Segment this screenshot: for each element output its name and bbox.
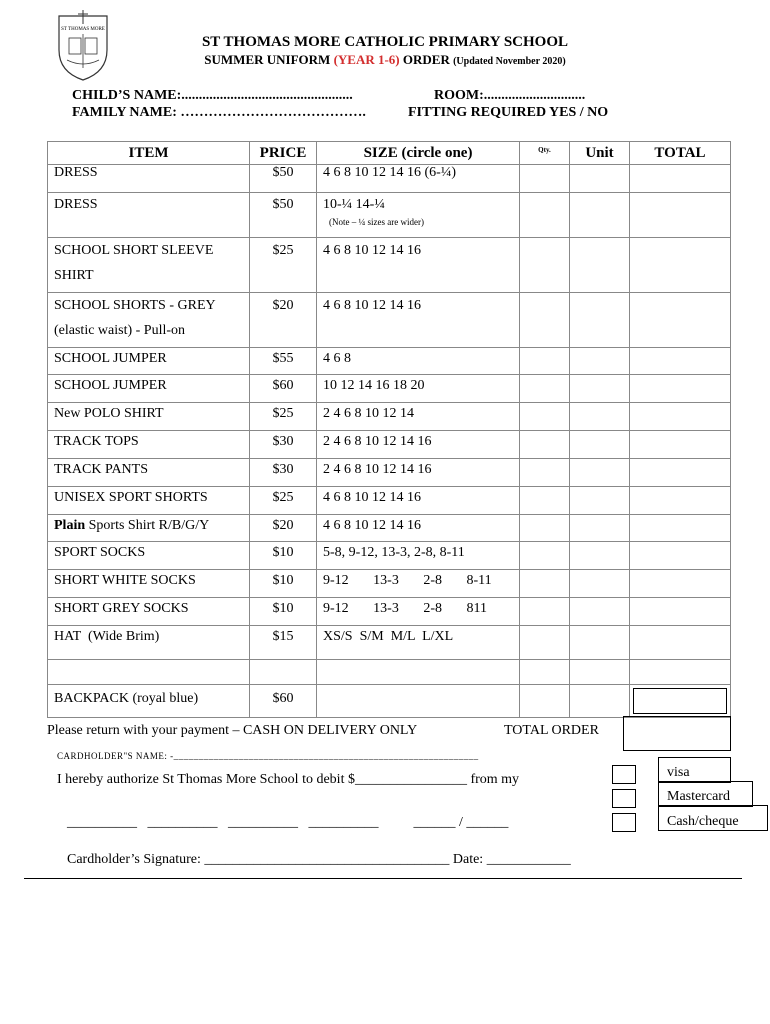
item-cell: UNISEX SPORT SHORTS (48, 487, 250, 515)
table-row (48, 431, 731, 459)
signature-date-field[interactable]: Cardholder’s Signature: ___________________________________ Date: ____________ (67, 852, 571, 867)
payment-option-cash-cheque: Cash/cheque (658, 805, 768, 831)
item-header: ITEM (48, 142, 250, 165)
table-row (48, 459, 731, 487)
qty-cell[interactable] (520, 193, 570, 238)
price-cell: $10 (250, 570, 317, 598)
size-cell[interactable]: 4 6 8 10 12 14 16 (317, 238, 520, 293)
price-cell: $20 (250, 515, 317, 542)
qty-header: Qty. (520, 142, 570, 165)
child-name-field[interactable]: CHILD’S NAME:................................................. (72, 88, 353, 103)
item-cell: New POLO SHIRT (48, 403, 250, 431)
unit-cell[interactable] (570, 375, 630, 403)
price-cell: $60 (250, 685, 317, 718)
order-year: (YEAR 1-6) (333, 52, 400, 67)
qty-cell[interactable] (520, 515, 570, 542)
size-header: SIZE (circle one) (317, 142, 520, 165)
price-cell: $60 (250, 375, 317, 403)
size-cell[interactable]: 4 6 8 (317, 348, 520, 375)
item-cell: Plain Sports Shirt R/B/G/Y (48, 515, 250, 542)
qty-cell[interactable] (520, 598, 570, 626)
logo-text: ST THOMAS MORE (61, 27, 105, 32)
size-cell[interactable]: 10-¼ 14-¼ (Note – ¼ sizes are wider) (317, 193, 520, 238)
item-cell: BACKPACK (royal blue) (48, 685, 250, 718)
unit-cell[interactable] (570, 660, 630, 685)
item-cell: SPORT SOCKS (48, 542, 250, 570)
room-field[interactable]: ROOM:............................. (434, 88, 586, 103)
size-cell[interactable]: 10 12 14 16 18 20 (317, 375, 520, 403)
qty-cell[interactable] (520, 238, 570, 293)
size-cell[interactable]: 9-12 13-3 2-8 8-11 (317, 570, 520, 598)
price-cell: $30 (250, 431, 317, 459)
total-cell[interactable] (630, 660, 731, 685)
total-cell[interactable] (630, 542, 731, 570)
total-cell[interactable] (630, 459, 731, 487)
qty-cell[interactable] (520, 685, 570, 718)
total-cell[interactable] (630, 570, 731, 598)
table-row (48, 375, 731, 403)
item-cell[interactable] (48, 660, 250, 685)
size-cell[interactable]: XS/S S/M M/L L/XL (317, 626, 520, 660)
qty-cell[interactable] (520, 542, 570, 570)
price-header: PRICE (250, 142, 317, 165)
size-cell[interactable]: 4 6 8 10 12 14 16 (317, 293, 520, 348)
price-cell[interactable] (250, 660, 317, 685)
item-cell: TRACK TOPS (48, 431, 250, 459)
table-header-row (48, 142, 731, 165)
total-cell[interactable] (630, 403, 731, 431)
total-cell[interactable] (630, 685, 731, 718)
price-cell: $25 (250, 403, 317, 431)
total-cell[interactable] (630, 487, 731, 515)
table-row (48, 598, 731, 626)
card-number-field[interactable]: __________ __________ __________ __________ ______ / ______ (67, 815, 509, 830)
qty-cell[interactable] (520, 626, 570, 660)
unit-cell[interactable] (570, 431, 630, 459)
item-cell: DRESS (48, 165, 250, 193)
visa-checkbox[interactable] (612, 765, 636, 784)
updated-date: (Updated November 2020) (453, 56, 566, 67)
unit-cell[interactable] (570, 238, 630, 293)
mastercard-checkbox[interactable] (612, 789, 636, 808)
family-name-field[interactable]: FAMILY NAME: …………………………………. (72, 105, 366, 120)
order-title: SUMMER UNIFORM (YEAR 1-6) ORDER (Updated November 2020) (204, 52, 566, 67)
item-cell: SCHOOL SHORTS - GREY (elastic waist) - Pull-on (48, 293, 250, 348)
item-cell: HAT (Wide Brim) (48, 626, 250, 660)
backpack-total-box (633, 688, 727, 714)
unit-cell[interactable] (570, 570, 630, 598)
item-cell: SHORT GREY SOCKS (48, 598, 250, 626)
total-cell[interactable] (630, 431, 731, 459)
unit-cell[interactable] (570, 685, 630, 718)
qty-cell[interactable] (520, 348, 570, 375)
table-row (48, 403, 731, 431)
unit-cell[interactable] (570, 515, 630, 542)
size-cell[interactable]: 4 6 8 10 12 14 16 (317, 487, 520, 515)
size-cell[interactable]: 4 6 8 10 12 14 16 (317, 515, 520, 542)
qty-cell[interactable] (520, 293, 570, 348)
payment-option-mastercard: Mastercard (658, 781, 753, 807)
total-cell[interactable] (630, 375, 731, 403)
total-cell[interactable] (630, 348, 731, 375)
size-note: (Note – ¼ sizes are wider) (329, 217, 424, 227)
table-row (48, 570, 731, 598)
table-row (48, 193, 731, 238)
table-row (48, 487, 731, 515)
return-note: Please return with your payment – CASH ON DELIVERY ONLY (47, 723, 418, 738)
table-row (48, 685, 731, 718)
price-cell: $20 (250, 293, 317, 348)
qty-cell[interactable] (520, 375, 570, 403)
price-cell: $10 (250, 598, 317, 626)
size-cell[interactable] (317, 660, 520, 685)
cardholder-name-field[interactable]: CARDHOLDER"S NAME: -_____________________________________________________________ (57, 751, 479, 761)
table-row (48, 515, 731, 542)
total-cell[interactable] (630, 293, 731, 348)
price-cell: $50 (250, 193, 317, 238)
fitting-required-field[interactable]: FITTING REQUIRED YES / NO (408, 105, 609, 120)
school-name: ST THOMAS MORE CATHOLIC PRIMARY SCHOOL (201, 34, 569, 50)
table-row (48, 293, 731, 348)
size-cell[interactable]: 2 4 6 8 10 12 14 (317, 403, 520, 431)
size-cell[interactable] (317, 685, 520, 718)
total-cell[interactable] (630, 515, 731, 542)
item-cell: SCHOOL SHORT SLEEVE SHIRT (48, 238, 250, 293)
table-row (48, 626, 731, 660)
total-order-label: TOTAL ORDER (504, 723, 599, 738)
total-header: TOTAL (630, 142, 731, 165)
bottom-divider (24, 878, 742, 879)
total-cell[interactable] (630, 598, 731, 626)
total-cell[interactable] (630, 165, 731, 193)
price-cell: $30 (250, 459, 317, 487)
unit-cell[interactable] (570, 626, 630, 660)
total-order-box[interactable] (623, 716, 731, 751)
total-cell[interactable] (630, 626, 731, 660)
unit-cell[interactable] (570, 293, 630, 348)
price-cell: $25 (250, 238, 317, 293)
item-cell: SHORT WHITE SOCKS (48, 570, 250, 598)
size-cell[interactable]: 4 6 8 10 12 14 16 (6-¼) (317, 165, 520, 193)
price-cell: $50 (250, 165, 317, 193)
debit-authorization[interactable]: I hereby authorize St Thomas More School to debit $________________ from my (57, 772, 520, 787)
qty-cell[interactable] (520, 403, 570, 431)
unit-cell[interactable] (570, 165, 630, 193)
qty-cell[interactable] (520, 165, 570, 193)
price-cell: $15 (250, 626, 317, 660)
table-row (48, 542, 731, 570)
cash-cheque-checkbox[interactable] (612, 813, 636, 832)
price-cell: $55 (250, 348, 317, 375)
table-row-empty (48, 660, 731, 685)
unit-cell[interactable] (570, 348, 630, 375)
size-cell[interactable]: 9-12 13-3 2-8 811 (317, 598, 520, 626)
item-cell: SCHOOL JUMPER (48, 375, 250, 403)
size-cell[interactable]: 2 4 6 8 10 12 14 16 (317, 459, 520, 487)
item-cell: DRESS (48, 193, 250, 238)
unit-header: Unit (570, 142, 630, 165)
qty-cell[interactable] (520, 431, 570, 459)
unit-cell[interactable] (570, 542, 630, 570)
payment-option-visa: visa (658, 757, 731, 783)
unit-cell[interactable] (570, 459, 630, 487)
unit-cell[interactable] (570, 403, 630, 431)
item-cell: TRACK PANTS (48, 459, 250, 487)
unit-cell[interactable] (570, 598, 630, 626)
unit-cell[interactable] (570, 193, 630, 238)
total-cell[interactable] (630, 193, 731, 238)
qty-cell[interactable] (520, 660, 570, 685)
size-cell[interactable]: 2 4 6 8 10 12 14 16 (317, 431, 520, 459)
qty-cell[interactable] (520, 459, 570, 487)
total-cell[interactable] (630, 238, 731, 293)
item-cell: SCHOOL JUMPER (48, 348, 250, 375)
table-row (48, 238, 731, 293)
uniform-order-table (47, 141, 731, 718)
table-row (48, 348, 731, 375)
price-cell: $25 (250, 487, 317, 515)
qty-cell[interactable] (520, 570, 570, 598)
price-cell: $10 (250, 542, 317, 570)
unit-cell[interactable] (570, 487, 630, 515)
table-row (48, 165, 731, 193)
size-cell[interactable]: 5-8, 9-12, 13-3, 2-8, 8-11 (317, 542, 520, 570)
qty-cell[interactable] (520, 487, 570, 515)
